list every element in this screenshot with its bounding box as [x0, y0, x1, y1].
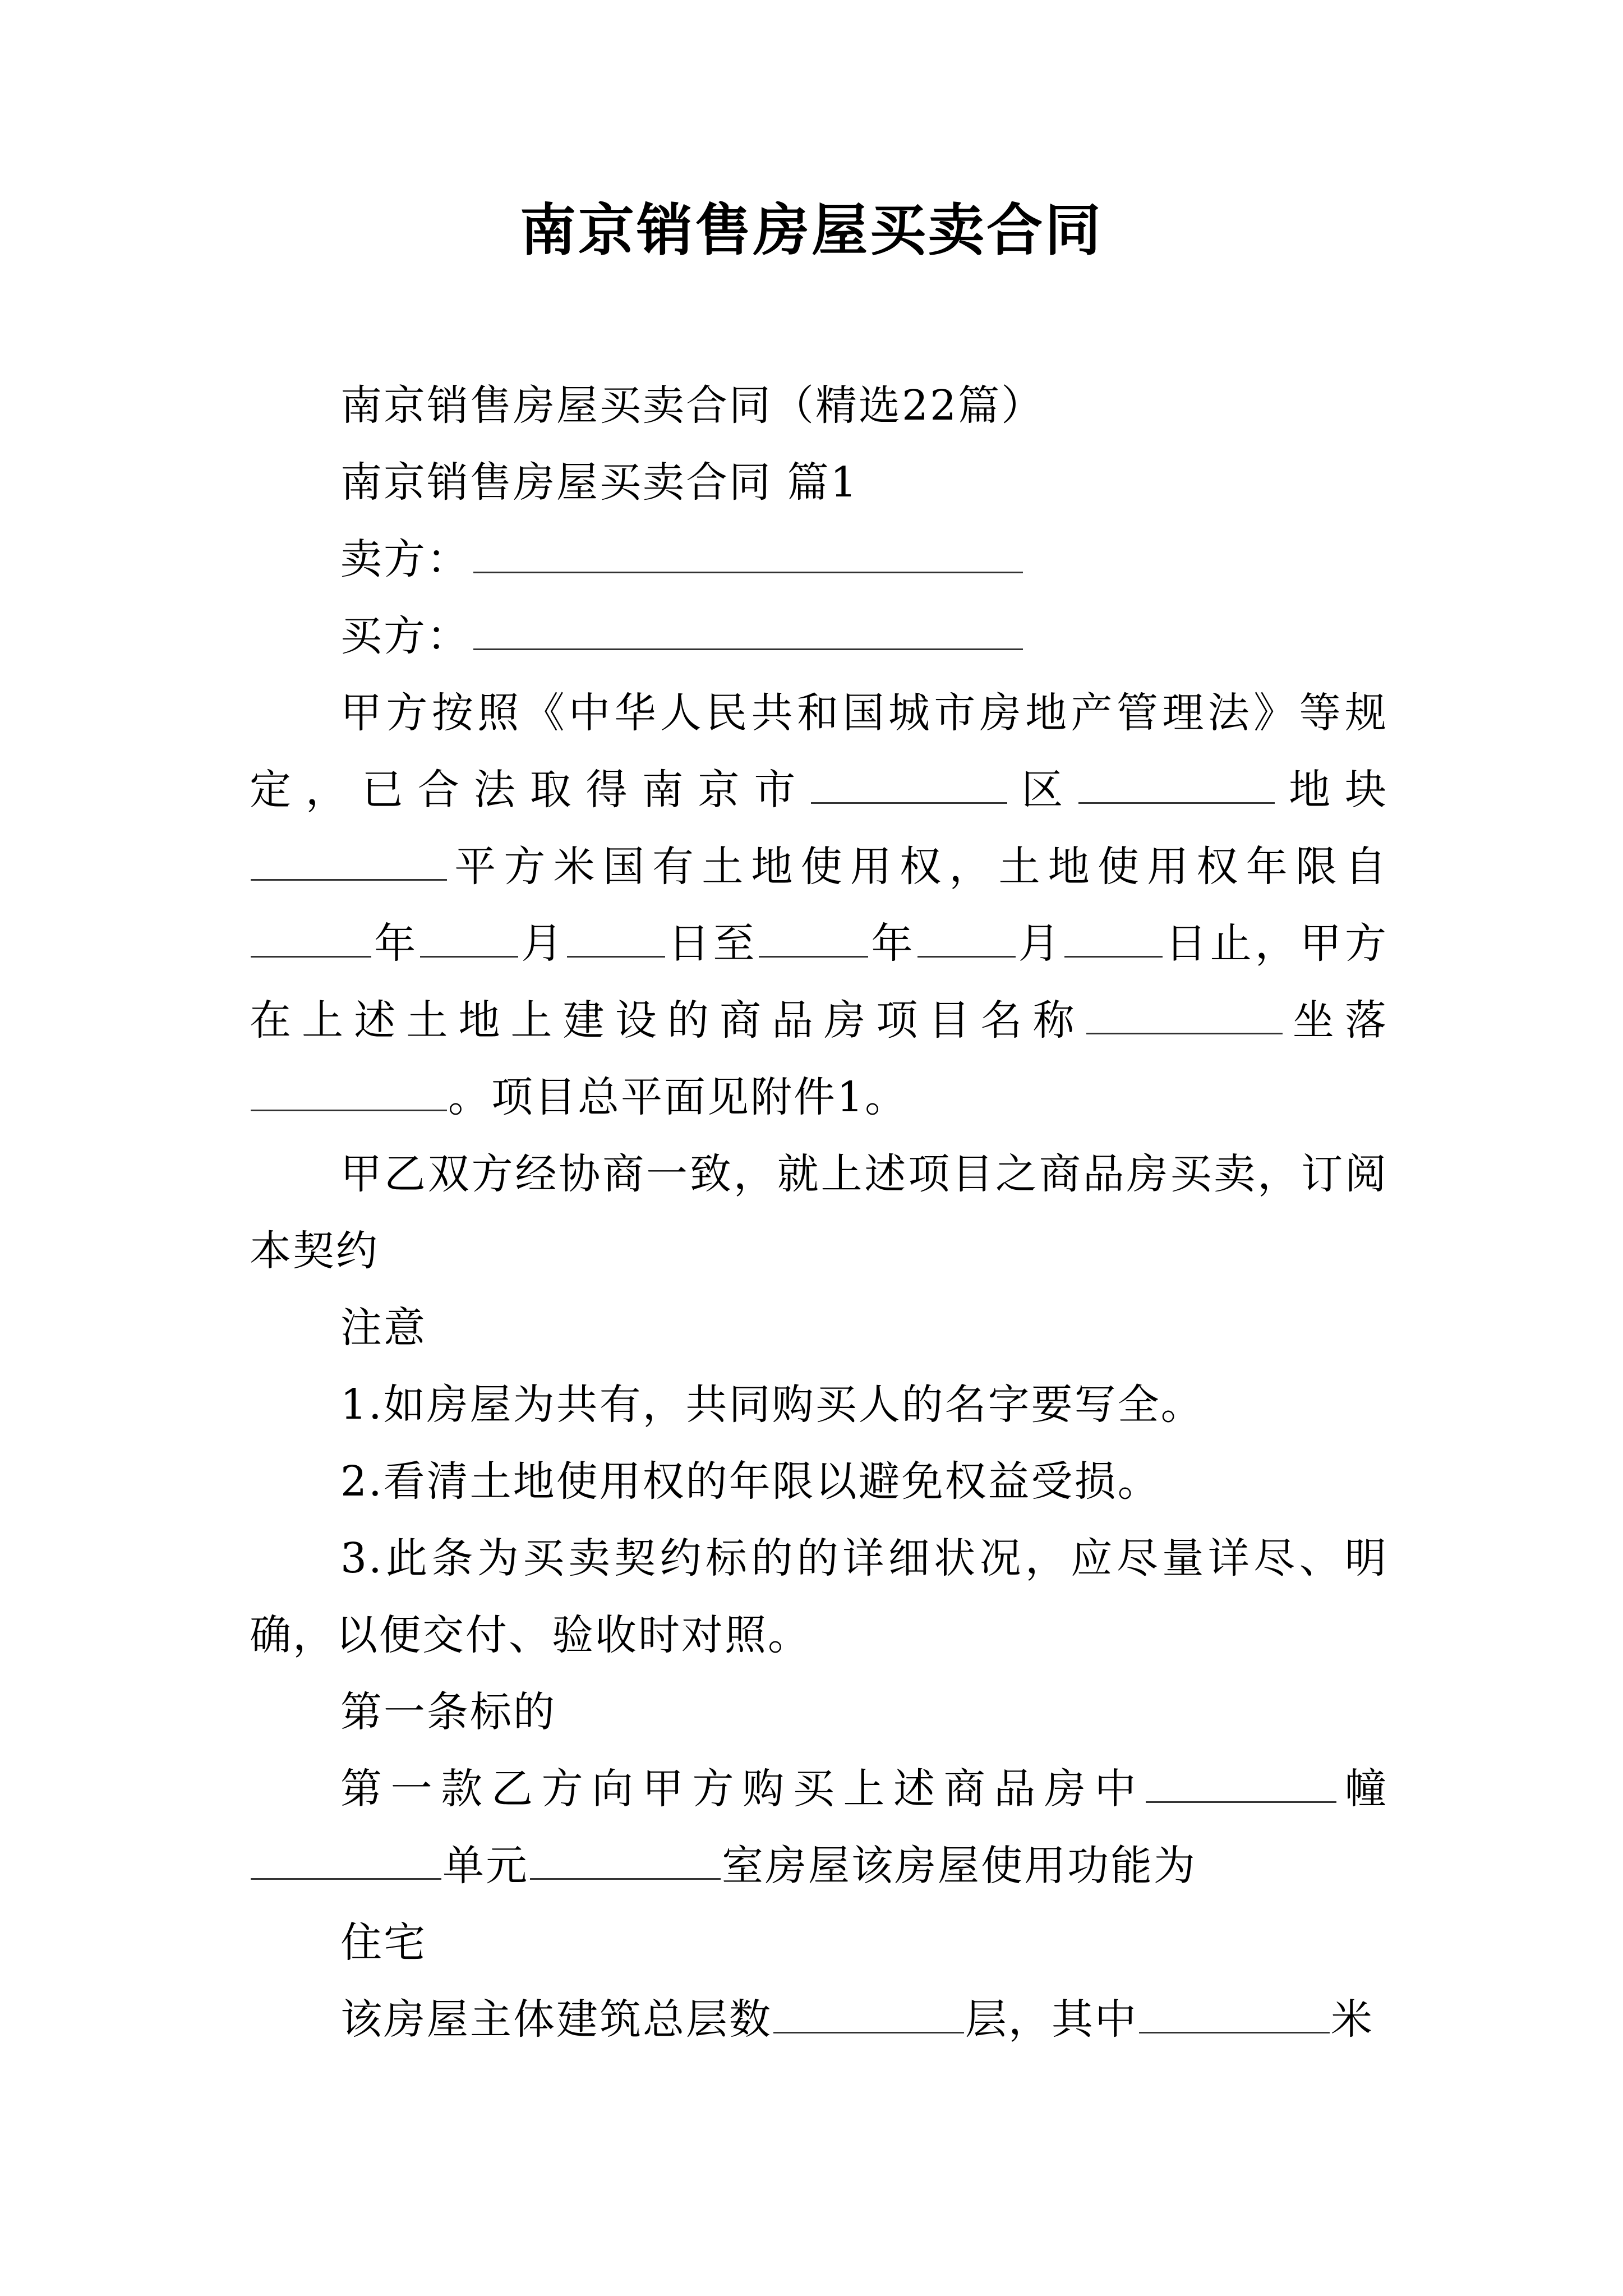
note-item-1: 1.如房屋为共有，共同购买人的名字要写全。 — [340, 1381, 1204, 1429]
room-blank — [530, 1841, 721, 1880]
text-segment: 第一款乙方向甲方购买上述商品房中 — [340, 1765, 1145, 1813]
text-segment: 月 — [1016, 919, 1063, 968]
area-blank — [251, 841, 447, 881]
text-segment: 区 — [1008, 766, 1078, 814]
seller-line — [250, 521, 1388, 598]
end-month-blank — [917, 918, 1016, 958]
buyer-label: 买方： — [340, 612, 470, 660]
buyer-line — [250, 598, 1388, 675]
end-day-blank — [1064, 918, 1163, 958]
note-heading: 注意 — [340, 1304, 427, 1352]
article-1-heading: 第一条标的 — [340, 1688, 556, 1736]
subtitle: 南京销售房屋买卖合同（精选22篇） — [340, 381, 1045, 430]
total-floors-blank — [773, 1994, 964, 2033]
text-segment: 地块 — [1276, 766, 1389, 814]
start-day-blank — [567, 918, 665, 958]
text-segment: 单元 — [442, 1842, 529, 1890]
seller-label: 卖方： — [340, 535, 470, 583]
text-segment: 幢 — [1338, 1765, 1389, 1813]
project-name-blank — [1086, 995, 1283, 1034]
text-segment: 该房屋主体建筑总层数 — [340, 1995, 772, 2044]
text-segment: 室房屋该房屋使用功能为 — [722, 1842, 1197, 1890]
note-item-3: 3.此条为买卖契约标的的详细状况，应尽量详尽、明确，以便交付、验收时对照。 — [250, 1534, 1388, 1659]
seller-blank — [473, 534, 1023, 573]
buyer-blank — [473, 611, 1023, 650]
district-blank — [811, 765, 1007, 804]
agreement-paragraph: 甲乙双方经协商一致，就上述项目之商品房买卖，订阅本契约 — [250, 1150, 1388, 1275]
text-segment: 月 — [519, 919, 566, 968]
unit-blank — [251, 1841, 441, 1880]
clause-1-paragraph — [250, 1751, 1388, 1904]
text-segment: 年 — [869, 919, 916, 968]
document-title: 南京销售房屋买卖合同 — [520, 197, 1103, 263]
start-month-blank — [420, 918, 518, 958]
plot-blank — [1078, 765, 1275, 804]
height-blank — [1139, 1994, 1330, 2033]
document-body — [250, 367, 1388, 2058]
text-segment: 。项目总平面见附件1。 — [448, 1073, 909, 1121]
text-segment: 日止，甲方在上述土地上建设的商品房项目名称 — [250, 919, 1388, 1045]
building-blank — [1146, 1764, 1336, 1803]
note-item-2: 2.看清土地使用权的年限以避免权益受损。 — [340, 1457, 1161, 1506]
land-use-paragraph — [250, 675, 1388, 1136]
text-segment: 日至 — [666, 919, 758, 968]
section-heading: 南京销售房屋买卖合同 篇1 — [340, 458, 859, 507]
text-segment: 甲方按照《中华人民共和国城市房地产管理法》等规定，已合法取得南京市 — [250, 689, 1388, 814]
text-segment: 平方米国有土地使用权，土地使用权年限自 — [448, 843, 1388, 891]
end-year-blank — [759, 918, 868, 958]
text-segment: 坐落 — [1283, 996, 1389, 1045]
text-segment: 年 — [372, 919, 419, 968]
location-blank — [251, 1072, 447, 1111]
text-segment: 层，其中 — [965, 1995, 1138, 2044]
floors-line — [250, 1981, 1388, 2058]
start-year-blank — [251, 918, 371, 958]
text-segment: 米 — [1331, 1995, 1374, 2044]
use-type: 住宅 — [340, 1918, 427, 1967]
